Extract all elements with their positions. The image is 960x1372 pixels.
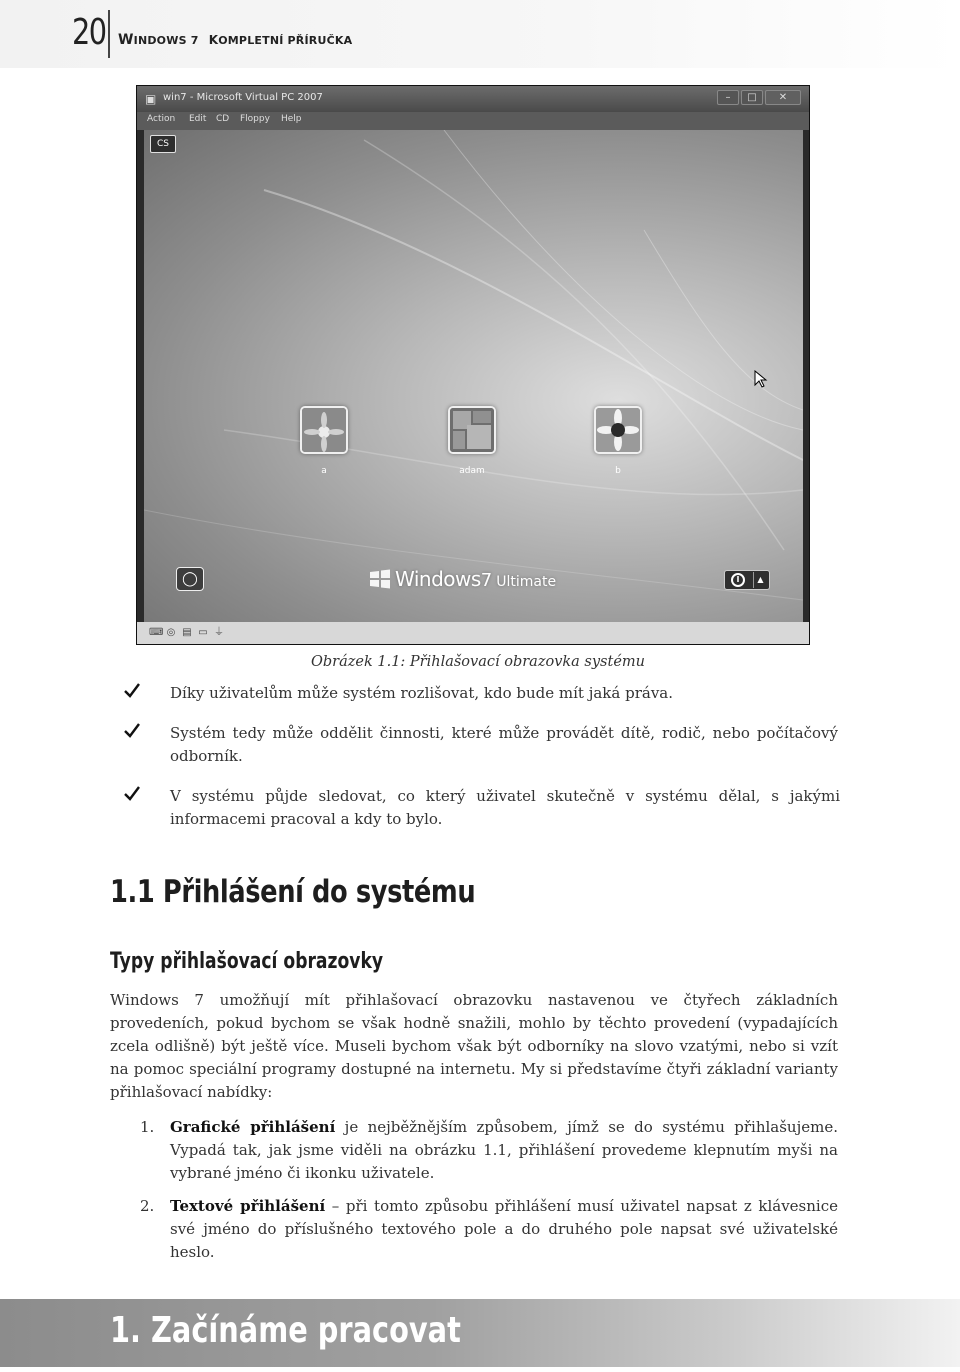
- book-subtitle-rest: OMPLETNÍ PŘÍRUČKA: [218, 34, 353, 47]
- language-indicator[interactable]: CS: [150, 135, 176, 153]
- item-term: Grafické přihlášení: [170, 1118, 336, 1136]
- item-term: Textové přihlášení: [170, 1197, 326, 1215]
- windows-flag-icon: [369, 569, 391, 589]
- folder-icon[interactable]: ▭: [198, 627, 208, 638]
- network-icon[interactable]: ⏚: [214, 627, 224, 638]
- user-picture-collage-icon[interactable]: [448, 406, 496, 454]
- brand-version: 7: [480, 570, 493, 591]
- figure-caption: Obrázek 1.1: Přihlašovací obrazovka systému: [311, 654, 645, 670]
- bullet-text: Systém tedy může oddělit činnosti, které může provádět dítě, rodič, nebo počítačový odborník.: [170, 724, 838, 765]
- virtual-pc-window: [136, 85, 810, 645]
- window-titlebar[interactable]: [137, 86, 810, 112]
- user-picture-flower-icon[interactable]: [300, 406, 348, 454]
- bullet-text: Díky uživatelům může systém rozlišovat, kdo bude mít jaká práva.: [170, 684, 674, 702]
- user-name-label: adam: [459, 466, 485, 476]
- keyboard-icon[interactable]: ⌨: [149, 627, 164, 638]
- virtual-pc-app-icon: ▣: [145, 92, 157, 106]
- checkmark-icon: [124, 682, 140, 698]
- book-title: [118, 32, 352, 48]
- figure-screenshot: [136, 85, 810, 645]
- cd-drive-icon[interactable]: ◎: [166, 627, 176, 638]
- item-number: 2.: [140, 1197, 155, 1215]
- background-swirl: [144, 130, 803, 622]
- sub-heading: Typy přihlašovací obrazovky: [110, 949, 384, 974]
- menu-bar: [137, 112, 810, 130]
- book-title-rest: INDOWS 7: [133, 34, 199, 47]
- cursor-icon: [754, 370, 768, 388]
- brand-edition: Ultimate: [496, 574, 557, 590]
- menu-item-cd[interactable]: CD: [216, 114, 230, 124]
- page-number: 20: [72, 12, 106, 53]
- book-subtitle-initial: K: [208, 33, 219, 47]
- item-text: [170, 1116, 838, 1185]
- item-text: [170, 1195, 838, 1264]
- status-bar: [137, 622, 810, 645]
- disk-icon[interactable]: ▤: [182, 627, 192, 638]
- chevron-up-icon[interactable]: ▲: [753, 572, 767, 588]
- menu-item-action[interactable]: Action: [147, 114, 176, 124]
- menu-item-edit[interactable]: Edit: [189, 114, 207, 124]
- item-number: 1.: [140, 1118, 155, 1136]
- item-description: – při tomto způsobu přihlášení musí uživatel napsat z klávesnice své jméno do příslušného textového pole a do druhého pole napsat své uživatelské heslo.: [170, 1197, 838, 1261]
- minimize-button[interactable]: –: [717, 90, 739, 105]
- shutdown-button[interactable]: [724, 570, 770, 590]
- window-title: win7 - Microsoft Virtual PC 2007: [163, 92, 323, 103]
- maximize-button[interactable]: □: [741, 90, 763, 105]
- windows-logon-screen: [144, 130, 803, 622]
- menu-item-help[interactable]: Help: [281, 114, 302, 124]
- page-header: [0, 0, 960, 68]
- checkmark-icon: [124, 722, 140, 738]
- ease-of-access-icon[interactable]: ◯: [176, 567, 204, 591]
- user-name-label: b: [615, 466, 621, 476]
- power-icon: I: [731, 573, 745, 587]
- windows-7-ultimate-logo: [369, 567, 556, 591]
- close-button[interactable]: ✕: [765, 90, 801, 105]
- body-paragraph: Windows 7 umožňují mít přihlašovací obrazovku nastavenou ve čtyřech základních provedeních, pokud bychom se však hodně snažili, mohlo by těchto provedení (vypadajících zcela odlišně) být ještě více. Museli bychom však být odborníky na slovo vzatými, nebo si vzít na pomoc speciální programy dostupné na internetu. My si představíme čtyři základní varianty přihlašovací nabídky:: [110, 991, 838, 1101]
- book-title-initial: W: [118, 32, 134, 48]
- chapter-footer: [0, 1299, 960, 1367]
- user-picture-daisy-icon[interactable]: [594, 406, 642, 454]
- brand-word: Windows: [395, 567, 481, 591]
- bullet-text: V systému půjde sledovat, co který uživatel skutečně v systému dělal, s jakými informacemi pracoval a kdy to bylo.: [170, 787, 840, 828]
- section-heading: 1.1 Přihlášení do systému: [110, 874, 476, 910]
- header-divider: [108, 10, 110, 58]
- checkmark-icon: [124, 785, 140, 801]
- menu-item-floppy[interactable]: Floppy: [240, 114, 270, 124]
- user-name-label: a: [321, 466, 327, 476]
- item-description: je nejběžnějším způsobem, jímž se do systému přihlašujeme. Vypadá tak, jak jsme viděli na obrázku 1.1, přihlášení provedeme klepnutím myši na vybrané jméno či ikonku uživatele.: [170, 1118, 838, 1182]
- chapter-title: 1. Začínáme pracovat: [110, 1310, 461, 1351]
